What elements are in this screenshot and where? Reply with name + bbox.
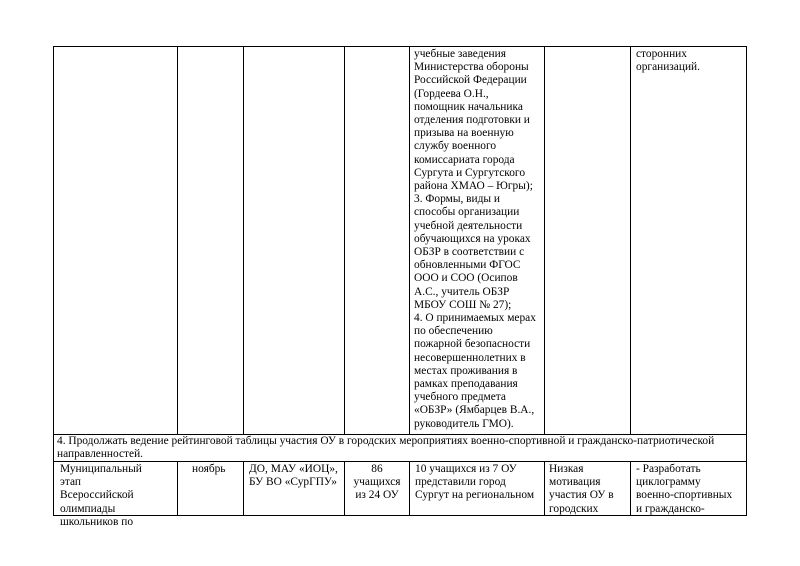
col-border-2-top [243, 46, 244, 434]
col-border-2-bottom [243, 461, 244, 515]
col-border-1-bottom [177, 461, 178, 515]
solution-cell: - Разработать циклограмму военно-спортивных и гражданско- [636, 463, 733, 515]
date-cell: ноябрь [192, 463, 226, 475]
speakers-cell: учебные заведения Министерства обороны Российской Федерации (Гордеева О.Н., помощник начальника отделения подготовки и призыва на военную службу военного комиссариата города Сургута и Сургутского района ХМАО – Югры); 3. Формы, виды и способы организации учебной деятельности обучающихся на уроках ОБЗР в соответствии с обновленными ФГОС ООО и СОО (Осипов А.С., учитель ОБЗР МБОУ СОШ № 27); 4. О принимаемых мерах по обеспечению пожарной безопасности несовершеннолетних в местах проживания в рамках преподавания учебного предмета «ОБЗР» (Ямбарцев В.А., руководитель ГМО). [414, 48, 536, 430]
col-border-4-bottom [409, 461, 410, 515]
participants-cell: 86 учащихся из 24 ОУ [353, 463, 401, 502]
col-border-7 [746, 46, 747, 515]
event-cell: Муниципальный этап Всероссийской олимпиады школьников по [60, 463, 142, 528]
col-border-3-top [344, 46, 345, 434]
col-border-6-bottom [630, 461, 631, 515]
problem-cell: Низкая мотивация участия ОУ в городских [549, 463, 614, 515]
col-border-5-top [544, 46, 545, 434]
organizer-cell: ДО, МАУ «ИОЦ», БУ ВО «СурГПУ» [249, 463, 338, 489]
col-border-1-top [177, 46, 178, 434]
table-top-border [53, 46, 747, 47]
col-border-4-top [409, 46, 410, 434]
col-border-6-top [630, 46, 631, 434]
col-border-0 [53, 46, 54, 515]
section-heading: 4. Продолжать ведение рейтинговой таблицы участия ОУ в городских мероприятиях военно-спортивной и гражданско-патриотической направленностей. [57, 435, 715, 461]
note-cell: сторонних организаций. [636, 48, 700, 74]
result-cell: 10 учащихся из 7 ОУ представили город Сургут на региональном [415, 463, 535, 502]
col-border-5-bottom [544, 461, 545, 515]
